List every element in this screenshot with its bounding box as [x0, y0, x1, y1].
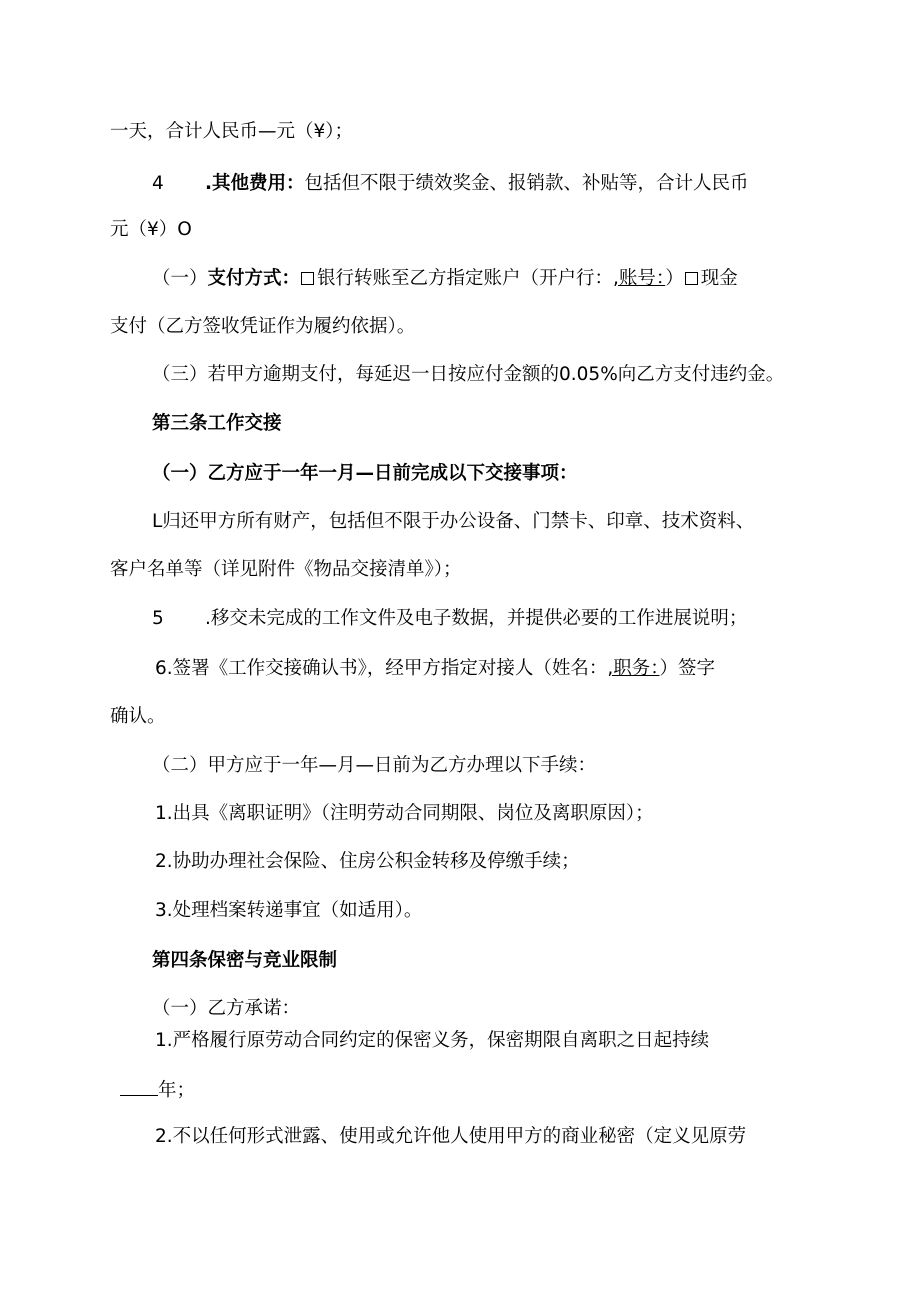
- text-line: [152, 1000, 300, 1019]
- checkbox-bank-transfer[interactable]: [301, 272, 314, 285]
- line-text: （一）: [152, 268, 208, 289]
- line-text: 客户名单等（详见附件《物品交接清单》）；: [110, 559, 462, 580]
- text-line: [110, 221, 192, 240]
- line-text: .移交未完成的工作文件及电子数据，并提供必要的工作进展说明；: [205, 608, 748, 629]
- text-line: [110, 318, 415, 337]
- checkbox-cash[interactable]: [685, 272, 698, 285]
- text-line: [155, 1128, 746, 1147]
- item-number: 4: [152, 173, 164, 194]
- section-heading: [152, 952, 337, 971]
- section-label: .其他费用：: [205, 173, 305, 194]
- line-text: 年；: [158, 1080, 196, 1101]
- line-text: ）: [665, 268, 684, 289]
- line-text: 6.签署《工作交接确认书》，经甲方指定对接人（姓名：: [155, 658, 608, 679]
- text-line: [152, 465, 578, 484]
- line-text: 一天，合计人民币—元（¥）；: [110, 121, 354, 142]
- text-line: [110, 708, 166, 727]
- line-text: L归还甲方所有财产，包括但不限于办公设备、门禁卡、印章、技术资料、: [152, 511, 755, 532]
- text-line: [152, 366, 784, 385]
- line-text: 1.严格履行原劳动合同约定的保密义务，保密期限自离职之日起持续: [155, 1030, 710, 1051]
- line-text: （一）乙方应于一年一月—日前完成以下交接事项：: [152, 463, 578, 484]
- section-heading: [152, 415, 282, 434]
- line-text: 2.协助办理社会保险、住房公积金转移及停缴手续；: [155, 851, 580, 872]
- heading-text: 第三条工作交接: [152, 413, 282, 434]
- line-text: （一）乙方承诺：: [152, 998, 301, 1019]
- line-text: 1.出具《离职证明》（注明劳动合同期限、岗位及离职原因）；: [155, 803, 654, 824]
- line-text: （三）若甲方逾期支付，每延迟一日按应付金额的0.05%向乙方支付违约金。: [152, 364, 785, 385]
- text-line: [110, 561, 462, 580]
- text-line: [110, 123, 370, 142]
- text-line: [152, 513, 754, 532]
- line-text: 2.不以任何形式泄露、使用或允许他人使用甲方的商业秘密（定义见原劳: [155, 1126, 747, 1147]
- heading-text: 第四条保密与竞业限制: [152, 950, 338, 971]
- text-line: [120, 1080, 195, 1101]
- line-text: 银行转账至乙方指定账户（开户行：: [317, 268, 614, 289]
- line-text: ）签字: [659, 658, 716, 679]
- text-line: [155, 853, 580, 872]
- text-line: [152, 175, 164, 194]
- text-line: [155, 902, 422, 921]
- text-line: [152, 610, 164, 629]
- years-blank: [120, 1080, 158, 1096]
- line-text: （二）甲方应于一年—月—日前为乙方办理以下手续：: [152, 755, 597, 776]
- line-text: 现金: [700, 268, 738, 289]
- item-number: 5: [152, 608, 164, 629]
- section-label: 支付方式：: [207, 268, 301, 289]
- text-line: [155, 660, 715, 679]
- line-text: 确认。: [110, 706, 166, 727]
- line-text: 元（¥）O: [110, 219, 192, 240]
- account-field: ,账号：: [613, 268, 666, 289]
- text-line: [152, 757, 596, 776]
- text-line: [155, 805, 654, 824]
- text-line: [155, 1032, 709, 1051]
- text-line: [205, 610, 747, 629]
- line-text: 支付（乙方签收凭证作为履约依据）。: [110, 316, 416, 337]
- position-field: ,职务：: [607, 658, 660, 679]
- text-line: [152, 270, 738, 289]
- text-line: [205, 175, 749, 194]
- line-text: 包括但不限于绩效奖金、报销款、补贴等，合计人民币: [304, 173, 749, 194]
- line-text: 3.处理档案转递事宜（如适用）。: [155, 900, 423, 921]
